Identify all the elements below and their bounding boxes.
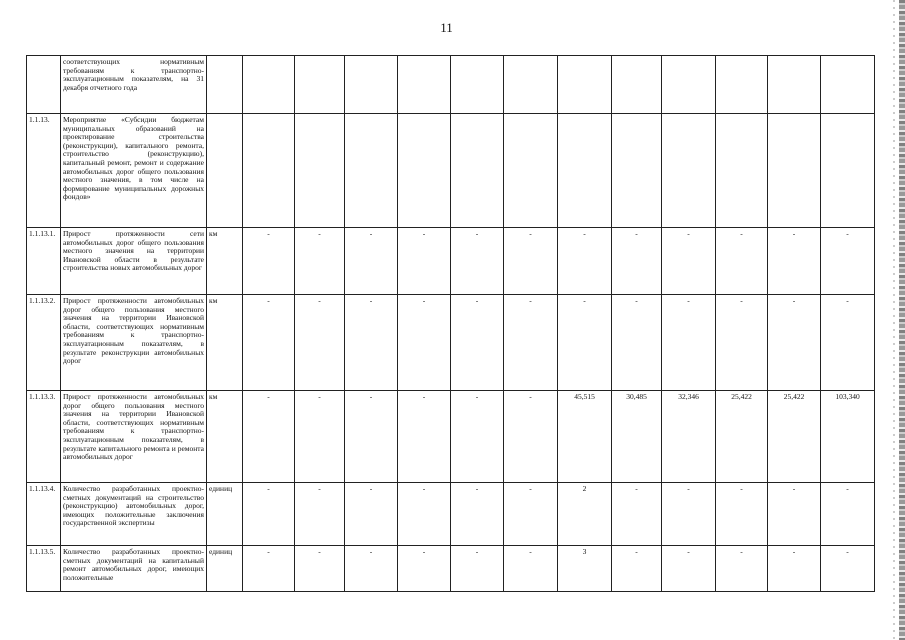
- value-cell: -: [558, 295, 612, 391]
- value-cell: -: [345, 228, 398, 295]
- value-cell: -: [558, 228, 612, 295]
- value-cell: -: [451, 228, 504, 295]
- value-cell: [504, 114, 558, 228]
- value-cell: [558, 56, 612, 114]
- value-cell: -: [504, 295, 558, 391]
- value-cell: -: [768, 295, 821, 391]
- value-cell: -: [345, 391, 398, 483]
- table-row: [27, 114, 875, 228]
- value-cell: [716, 56, 768, 114]
- scan-edge-shadow: [893, 0, 895, 640]
- value-cell: -: [243, 228, 295, 295]
- indicator-description-cell: Прирост протяженности автомобильных дорог общего пользования местного значения на территории Ивановской области, соответствующих нормативным требованиям к транспортно-эксплуатационным показателям, в результате капитального ремонта и ремонта автомобильных дорог: [61, 391, 207, 483]
- value-cell: -: [612, 295, 662, 391]
- table-row: [27, 228, 875, 295]
- value-cell: -: [821, 546, 875, 592]
- value-cell: -: [504, 483, 558, 546]
- value-cell: -: [295, 228, 345, 295]
- value-cell: -: [345, 546, 398, 592]
- value-cell: -: [243, 295, 295, 391]
- value-cell: -: [504, 546, 558, 592]
- value-cell: -: [504, 391, 558, 483]
- value-cell: -: [295, 391, 345, 483]
- value-cell: [345, 56, 398, 114]
- value-cell: [716, 114, 768, 228]
- value-cell: [451, 114, 504, 228]
- value-cell: [243, 114, 295, 228]
- table-row: [27, 483, 875, 546]
- value-cell: -: [243, 546, 295, 592]
- value-cell: -: [398, 546, 451, 592]
- value-cell: -: [398, 391, 451, 483]
- unit-cell: единиц: [207, 546, 243, 592]
- value-cell: -: [662, 295, 716, 391]
- value-cell: [821, 56, 875, 114]
- value-cell: 103,340: [821, 391, 875, 483]
- value-cell: 25,422: [716, 391, 768, 483]
- value-cell: -: [768, 483, 821, 546]
- value-cell: [662, 56, 716, 114]
- value-cell: -: [451, 391, 504, 483]
- value-cell: [398, 56, 451, 114]
- indicator-description-cell: соответствующих нормативным требованиям к транспортно-эксплуатационным показателям, на 31 декабря отчетного года: [61, 56, 207, 114]
- value-cell: -: [295, 295, 345, 391]
- value-cell: [612, 56, 662, 114]
- value-cell: [345, 114, 398, 228]
- value-cell: -: [345, 483, 398, 546]
- value-cell: 30,485: [612, 391, 662, 483]
- value-cell: -: [295, 483, 345, 546]
- unit-cell: [207, 114, 243, 228]
- value-cell: -: [716, 228, 768, 295]
- row-number-cell: 1.1.13.3.: [27, 391, 61, 483]
- table-row: [27, 391, 875, 483]
- indicator-description-cell: Количество разработанных проектно-сметных документаций на капитальный ремонт автомобильных дорог, имеющих положительные: [61, 546, 207, 592]
- value-cell: -: [345, 295, 398, 391]
- value-cell: -: [768, 228, 821, 295]
- unit-cell: единиц: [207, 483, 243, 546]
- value-cell: -: [295, 546, 345, 592]
- value-cell: -: [768, 546, 821, 592]
- unit-cell: км: [207, 228, 243, 295]
- value-cell: -: [451, 483, 504, 546]
- row-number-cell: 1.1.13.1.: [27, 228, 61, 295]
- row-number-cell: 1.1.13.: [27, 114, 61, 228]
- indicator-table: [26, 55, 875, 592]
- value-cell: 25,422: [768, 391, 821, 483]
- value-cell: -: [662, 546, 716, 592]
- row-number-cell: 1.1.13.5.: [27, 546, 61, 592]
- value-cell: [662, 114, 716, 228]
- value-cell: -: [504, 228, 558, 295]
- indicator-description-cell: Количество разработанных проектно-сметных документаций на строительство (реконструкцию) автомобильных дорог, имеющих положительные заключения государственной экспертизы: [61, 483, 207, 546]
- value-cell: [768, 56, 821, 114]
- table-row: [27, 546, 875, 592]
- value-cell: -: [612, 483, 662, 546]
- value-cell: -: [821, 228, 875, 295]
- value-cell: [821, 114, 875, 228]
- value-cell: -: [243, 391, 295, 483]
- value-cell: -: [398, 295, 451, 391]
- value-cell: 2: [558, 483, 612, 546]
- value-cell: [768, 114, 821, 228]
- table-row: [27, 56, 875, 114]
- value-cell: -: [716, 295, 768, 391]
- value-cell: -: [662, 483, 716, 546]
- value-cell: -: [716, 483, 768, 546]
- value-cell: [295, 114, 345, 228]
- value-cell: -: [398, 228, 451, 295]
- unit-cell: км: [207, 295, 243, 391]
- value-cell: [558, 114, 612, 228]
- value-cell: [398, 114, 451, 228]
- value-cell: [451, 56, 504, 114]
- row-number-cell: 1.1.13.4.: [27, 483, 61, 546]
- value-cell: [612, 114, 662, 228]
- scan-edge: [899, 0, 905, 640]
- value-cell: -: [612, 228, 662, 295]
- page-number: 11: [440, 20, 453, 35]
- value-cell: [295, 56, 345, 114]
- table-row: [27, 295, 875, 391]
- value-cell: 32,346: [662, 391, 716, 483]
- indicator-description-cell: Прирост протяженности сети автомобильных дорог общего пользования местного значения на территории Ивановской области в результате строительства новых автомобильных дорог: [61, 228, 207, 295]
- value-cell: -: [451, 546, 504, 592]
- value-cell: 3: [558, 546, 612, 592]
- value-cell: -: [451, 295, 504, 391]
- value-cell: -: [398, 483, 451, 546]
- value-cell: -: [612, 546, 662, 592]
- value-cell: [504, 56, 558, 114]
- unit-cell: км: [207, 391, 243, 483]
- value-cell: [243, 56, 295, 114]
- value-cell: -: [821, 295, 875, 391]
- value-cell: -: [243, 483, 295, 546]
- value-cell: 45,515: [558, 391, 612, 483]
- row-number-cell: 1.1.13.2.: [27, 295, 61, 391]
- value-cell: -: [716, 546, 768, 592]
- indicator-description-cell: Прирост протяженности автомобильных дорог общего пользования местного значения на территории Ивановской области, соответствующих нормативным требованиям к транспортно-эксплуатационным показателям, в результате реконструкции автомобильных дорог: [61, 295, 207, 391]
- unit-cell: [207, 56, 243, 114]
- indicator-description-cell: Мероприятие «Субсидии бюджетам муниципальных образований на проектирование строительства (реконструкции), капитального ремонта, строительство (реконструкцию), капитальный ремонт, ремонт и содержание автомобильных дорог общего пользования местного значения, в том числе на формирование муниципальных дорожных фондов»: [61, 114, 207, 228]
- row-number-cell: [27, 56, 61, 114]
- value-cell: -: [662, 228, 716, 295]
- value-cell: -: [821, 483, 875, 546]
